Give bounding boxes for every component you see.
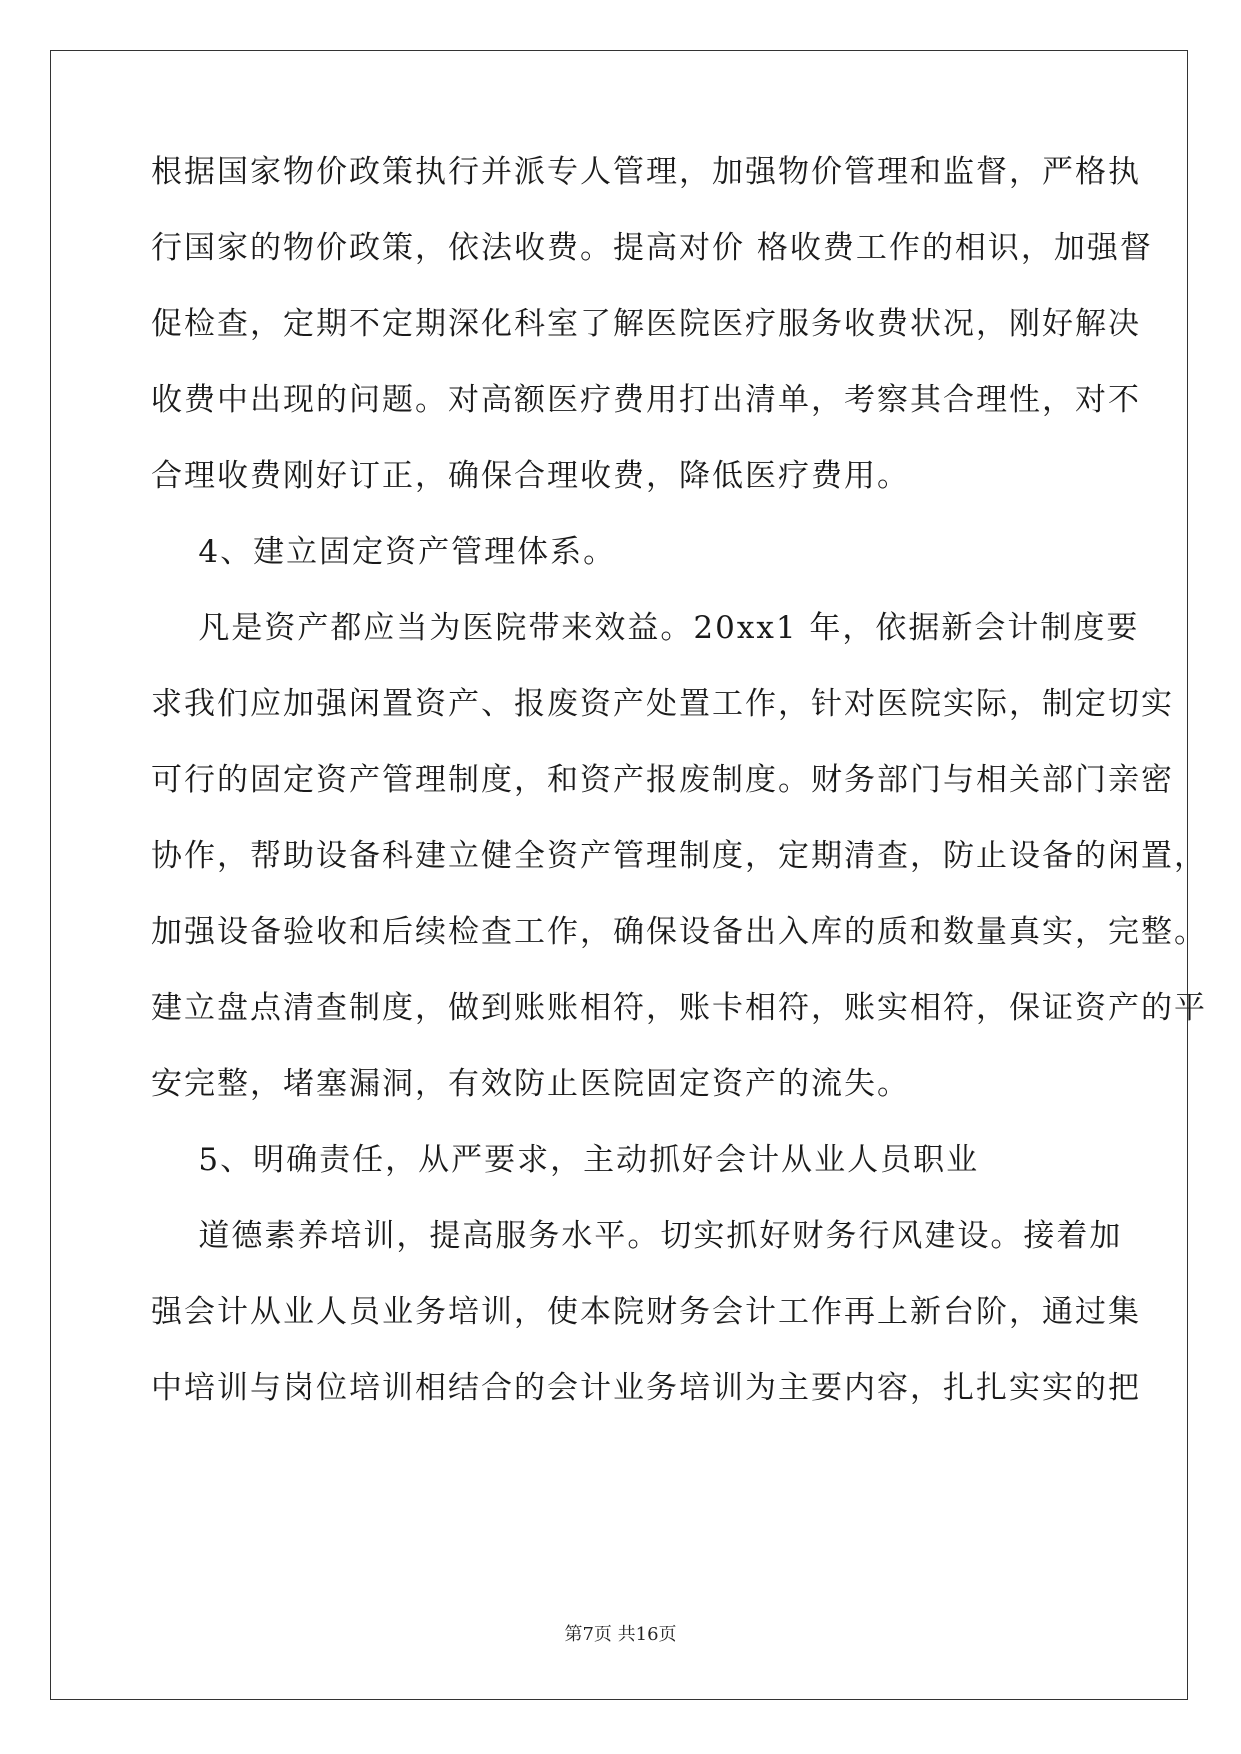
body-line-12: 建立盘点清查制度，做到账账相符，账卡相符，账实相符，保证资产的平 (151, 990, 1207, 1026)
page-number-footer: 第7页 共16页 (564, 1624, 677, 1645)
body-line-15: 道德素养培训，提高服务水平。切实抓好财务行风建设。接着加 (151, 1218, 1123, 1254)
body-line-7: 凡是资产都应当为医院带来效益。20xx1 年，依据新会计制度要 (151, 610, 1140, 646)
section-heading-4: 4、建立固定资产管理体系。 (151, 534, 617, 570)
body-line-1: 根据国家物价政策执行并派专人管理，加强物价管理和监督，严格执 (151, 154, 1141, 190)
body-line-10: 协作，帮助设备科建立健全资产管理制度，定期清查，防止设备的闲置， (151, 838, 1207, 874)
body-line-16: 强会计从业人员业务培训，使本院财务会计工作再上新台阶，通过集 (151, 1294, 1141, 1330)
body-line-9: 可行的固定资产管理制度，和资产报废制度。财务部门与相关部门亲密 (151, 762, 1174, 798)
body-line-5: 合理收费刚好订正，确保合理收费，降低医疗费用。 (151, 458, 910, 494)
section-heading-5: 5、明确责任，从严要求，主动抓好会计从业人员职业 (151, 1142, 980, 1178)
body-line-13: 安完整，堵塞漏洞，有效防止医院固定资产的流失。 (151, 1066, 910, 1102)
body-line-4: 收费中出现的问题。对高额医疗费用打出清单，考察其合理性，对不 (151, 382, 1141, 418)
body-line-17: 中培训与岗位培训相结合的会计业务培训为主要内容，扎扎实实的把 (151, 1370, 1141, 1406)
body-line-2: 行国家的物价政策，依法收费。提高对价 格收费工作的相识，加强督 (151, 230, 1153, 266)
body-line-11: 加强设备验收和后续检查工作，确保设备出入库的质和数量真实，完整。 (151, 914, 1207, 950)
body-line-8: 求我们应加强闲置资产、报废资产处置工作，针对医院实际，制定切实 (151, 686, 1174, 722)
body-line-3: 促检查，定期不定期深化科室了解医院医疗服务收费状况，刚好解决 (151, 306, 1141, 342)
